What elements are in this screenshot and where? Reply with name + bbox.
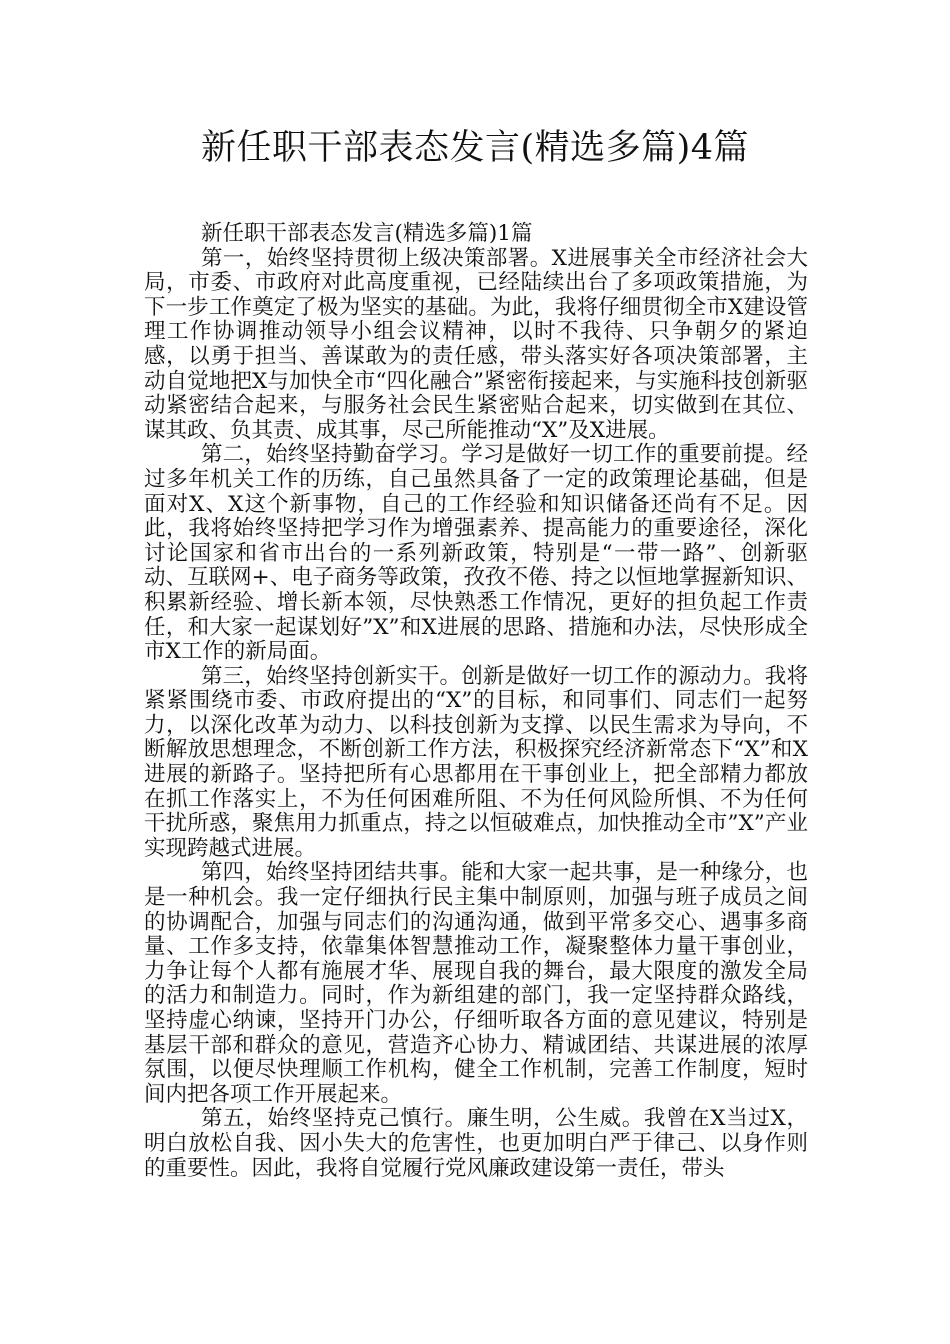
paragraph-1: 第一，始终坚持贯彻上级决策部署。X进展事关全市经济社会大局，市委、市政府对此高度重视，已经陆续出台了多项政策措施，为下一步工作奠定了极为坚实的基础。为此，我将仔细贯彻全市X建设管理工作协调推动领导小组会议精神，以时不我待、只争朝夕的紧迫感，以勇于担当、善谋敢为的责任感，带头落实好各项决策部署，主动自觉地把X与加快全市“四化融合”紧密衔接起来，与实施科技创新驱动紧密结合起来，与服务社会民生紧密贴合起来，切实做到在其位、谋其政、负其责、成其事，尽己所能推动“X”及X进展。 [144,245,808,443]
paragraph-2: 第二，始终坚持勤奋学习。学习是做好一切工作的重要前提。经过多年机关工作的历练，自己虽然具备了一定的政策理论基础，但是面对X、X这个新事物，自己的工作经验和知识储备还尚有不足。因此，我将始终坚持把学习作为增强素养、提高能力的重要途径，深化讨论国家和省市出台的一系列新政策，特别是“一带一路”、创新驱动、互联网+、电子商务等政策，孜孜不倦、持之以恒地掌握新知识、积累新经验、增长新本领，尽快熟悉工作情况，更好的担负起工作责任，和大家一起谋划好”X”和X进展的思路、措施和办法，尽快形成全市X工作的新局面。 [144,442,808,665]
document-title: 新任职干部表态发言(精选多篇)4篇 [200,128,750,168]
paragraph-4: 第四，始终坚持团结共事。能和大家一起共事，是一种缘分，也是一种机会。我一定仔细执行民主集中制原则，加强与班子成员之间的协调配合，加强与同志们的沟通沟通，做到平常多交心、遇事多商量、工作多支持，依靠集体智慧推动工作，凝聚整体力量干事创业，力争让每个人都有施展才华、展现自我的舞台，最大限度的激发全局的活力和制造力。同时，作为新组建的部门，我一定坚持群众路线，坚持虚心纳谏，坚持开门办公，仔细听取各方面的意见建议，特别是基层干部和群众的意见，营造齐心协力、精诚团结、共谋进展的浓厚氛围，以便尽快理顺工作机构，健全工作机制，完善工作制度，短时间内把各项工作开展起来。 [144,860,808,1107]
paragraph-5: 第五，始终坚持克己慎行。廉生明，公生威。我曾在X当过X，明白放松自我、因小失大的危害性，也更加明白严于律己、以身作则的重要性。因此，我将自觉履行党风廉政建设第一责任，带头 [144,1106,808,1181]
document-body [144,222,808,1181]
document-subtitle: 新任职干部表态发言(精选多篇)1篇 [201,221,533,246]
paragraph-3: 第三，始终坚持创新实干。创新是做好一切工作的源动力。我将紧紧围绕市委、市政府提出的“X”的目标，和同事们、同志们一起努力，以深化改革为动力、以科技创新为支撑、以民生需求为导向，不断解放思想理念，不断创新工作方法，积极探究经济新常态下“X”和X进展的新路子。坚持把所有心思都用在干事创业上，把全部精力都放在抓工作落实上，不为任何困难所阻、不为任何风险所惧、不为任何干扰所惑，聚焦用力抓重点，持之以恒破难点，加快推动全市”X”产业实现跨越式进展。 [144,663,808,861]
